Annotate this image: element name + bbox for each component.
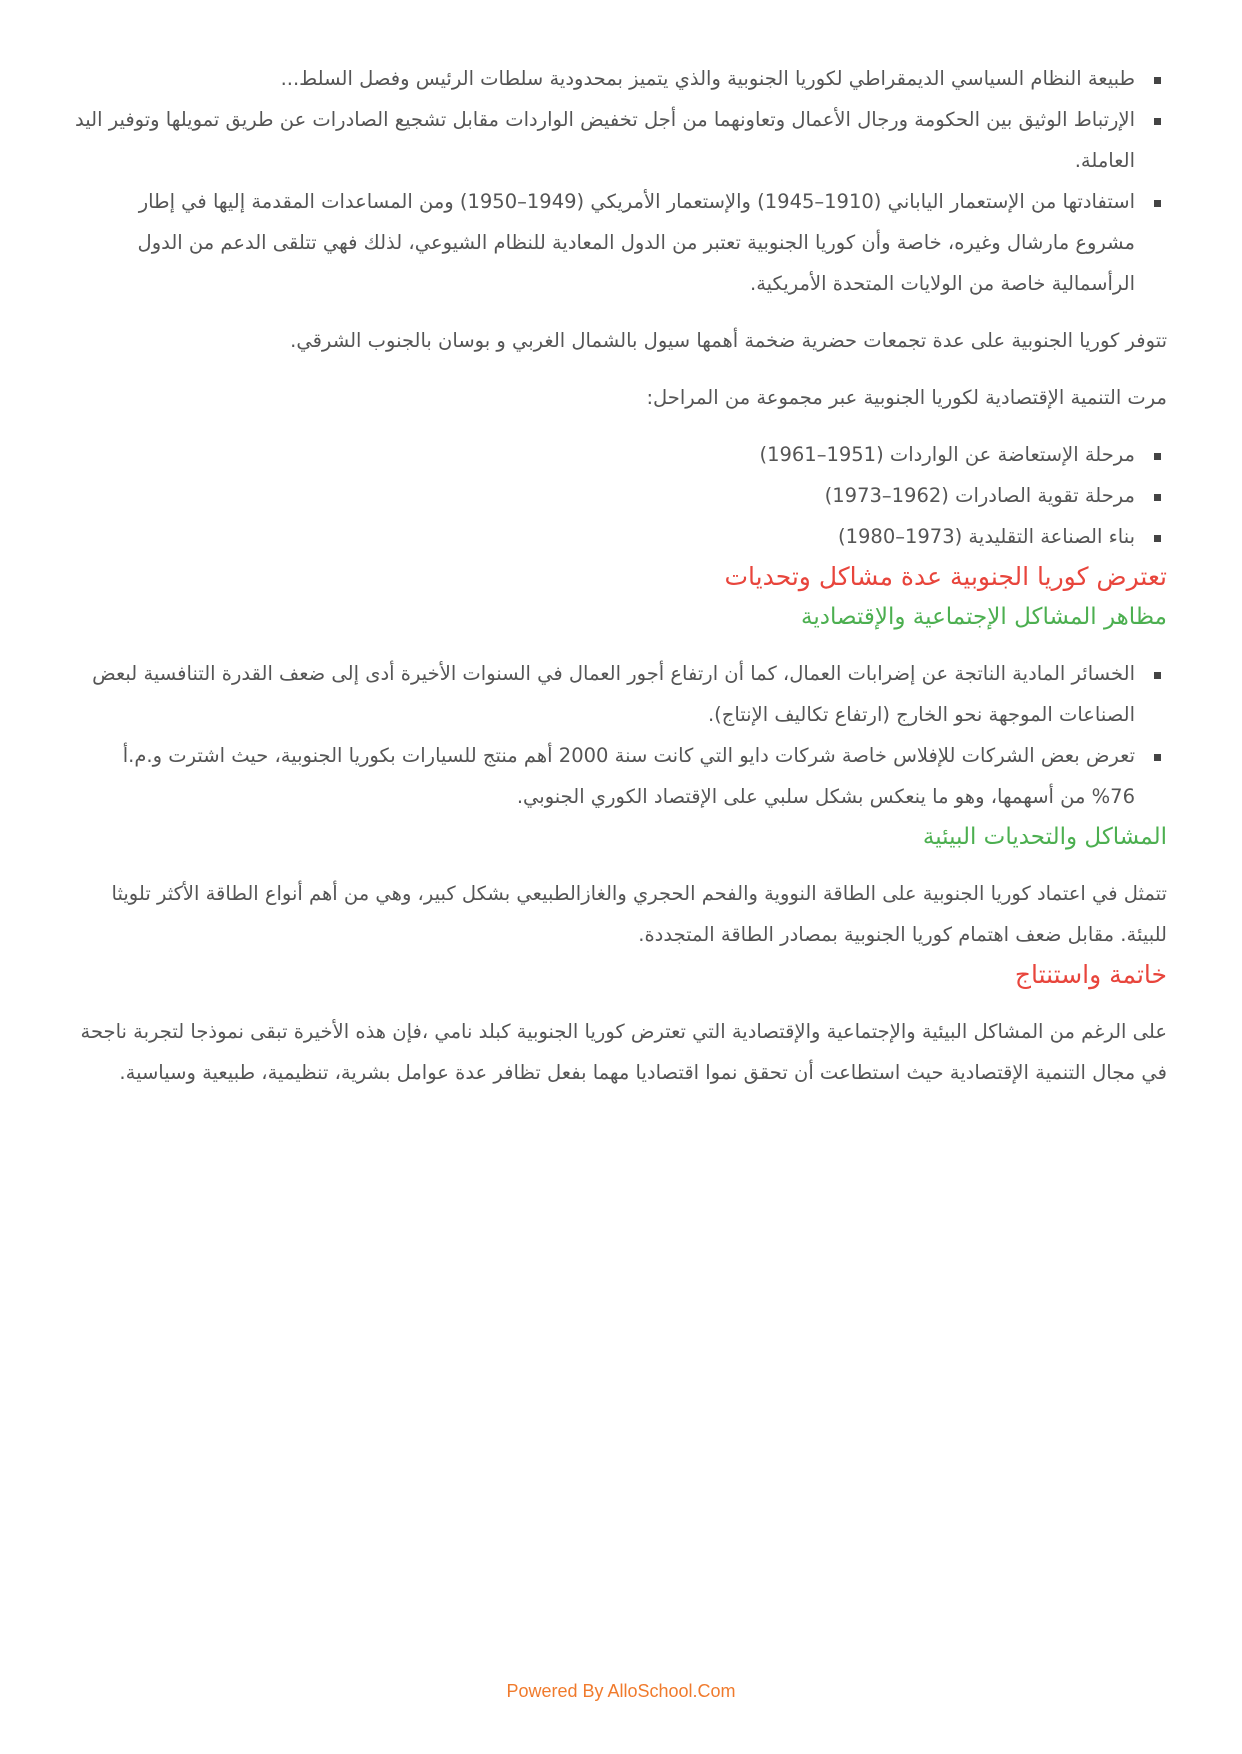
square-bullet-icon	[1154, 535, 1161, 542]
bullet-text: طبيعة النظام السياسي الديمقراطي لكوريا الجنوبية والذي يتميز بمحدودية سلطات الرئيس وفصل السلط...	[280, 67, 1135, 90]
environment-paragraph: تتمثل في اعتماد كوريا الجنوبية على الطاقة النووية والفحم الحجري والغازالطبيعي بشكل كبير، وهي من أهم أنواع الطاقة الأكثر تلويثا للبيئة. مقابل ضعف اهتمام كوريا الجنوبية بمصادر الطاقة المتجددة.	[111, 882, 1167, 946]
list-item	[75, 735, 1135, 817]
socio-bullet-list	[75, 653, 1167, 817]
list-item	[75, 475, 1135, 516]
bullet-text: بناء الصناعة التقليدية (1973–1980)	[837, 525, 1135, 548]
intro-bullet-list	[75, 58, 1167, 304]
stages-intro: مرت التنمية الإقتصادية لكوريا الجنوبية عبر مجموعة من المراحل:	[646, 386, 1167, 409]
list-item	[75, 516, 1135, 557]
bullet-text: تعرض بعض الشركات للإفلاس خاصة شركات دايو التي كانت سنة 2000 أهم منتج للسيارات بكوريا الجنوبية، حيث اشترت و.م.أ 76% من أسهمها، وهو ما ينعكس بشكل سلبي على الإقتصاد الكوري الجنوبي.	[122, 744, 1135, 808]
problems-heading: تعترض كوريا الجنوبية عدة مشاكل وتحديات	[724, 562, 1167, 591]
list-item	[75, 434, 1135, 475]
square-bullet-icon	[1154, 77, 1161, 84]
footer-credit: Powered By AlloSchool.Com	[506, 1681, 736, 1701]
socio-economic-heading: مظاهر المشاكل الإجتماعية والإقتصادية	[801, 604, 1167, 630]
bullet-text: الخسائر المادية الناتجة عن إضرابات العمال، كما أن ارتفاع أجور العمال في السنوات الأخيرة أدى إلى ضعف القدرة التنافسية لبعض الصناعات الموجهة نحو الخارج (ارتفاع تكاليف الإنتاج).	[92, 662, 1135, 726]
square-bullet-icon	[1154, 672, 1161, 679]
document-body	[75, 58, 1167, 1093]
stages-list	[75, 434, 1167, 557]
square-bullet-icon	[1154, 200, 1161, 207]
environment-heading: المشاكل والتحديات البيئية	[922, 824, 1167, 850]
bullet-text: مرحلة تقوية الصادرات (1962–1973)	[824, 484, 1135, 507]
list-item	[75, 653, 1135, 735]
list-item	[75, 99, 1135, 181]
list-item	[75, 181, 1135, 304]
square-bullet-icon	[1154, 754, 1161, 761]
bullet-text: استفادتها من الإستعمار الياباني (1910–1945) والإستعمار الأمريكي (1949–1950) ومن المساعدات المقدمة إليها في إطار مشروع مارشال وغيره، خاصة وأن كوريا الجنوبية تعتبر من الدول المعادية للنظام الشيوعي، لذلك فهي تتلقى الدعم من الدول الرأسمالية خاصة من الولايات المتحدة الأمريكية.	[137, 190, 1135, 295]
bullet-text: مرحلة الإستعاضة عن الواردات (1951–1961)	[759, 443, 1135, 466]
conclusion-paragraph: على الرغم من المشاكل البيئية والإجتماعية والإقتصادية التي تعترض كوريا الجنوبية كبلد نامي ،فإن هذه الأخيرة تبقى نموذجا لتجربة ناجحة في مجال التنمية الإقتصادية حيث استطاعت أن تحقق نموا اقتصاديا مهما بفعل تظافر عدة عوامل بشرية، تنظيمية، طبيعية وسياسية.	[80, 1020, 1167, 1084]
list-item	[75, 58, 1135, 99]
square-bullet-icon	[1154, 118, 1161, 125]
square-bullet-icon	[1154, 494, 1161, 501]
conclusion-heading: خاتمة واستنتاج	[1014, 960, 1167, 989]
square-bullet-icon	[1154, 453, 1161, 460]
bullet-text: الإرتباط الوثيق بين الحكومة ورجال الأعمال وتعاونهما من أجل تخفيض الواردات مقابل تشجيع الصادرات عن طريق تمويلها وتوفير اليد العاملة.	[75, 108, 1135, 172]
urban-paragraph: تتوفر كوريا الجنوبية على عدة تجمعات حضرية ضخمة أهمها سيول بالشمال الغربي و بوسان بالجنوب الشرقي.	[290, 329, 1167, 352]
